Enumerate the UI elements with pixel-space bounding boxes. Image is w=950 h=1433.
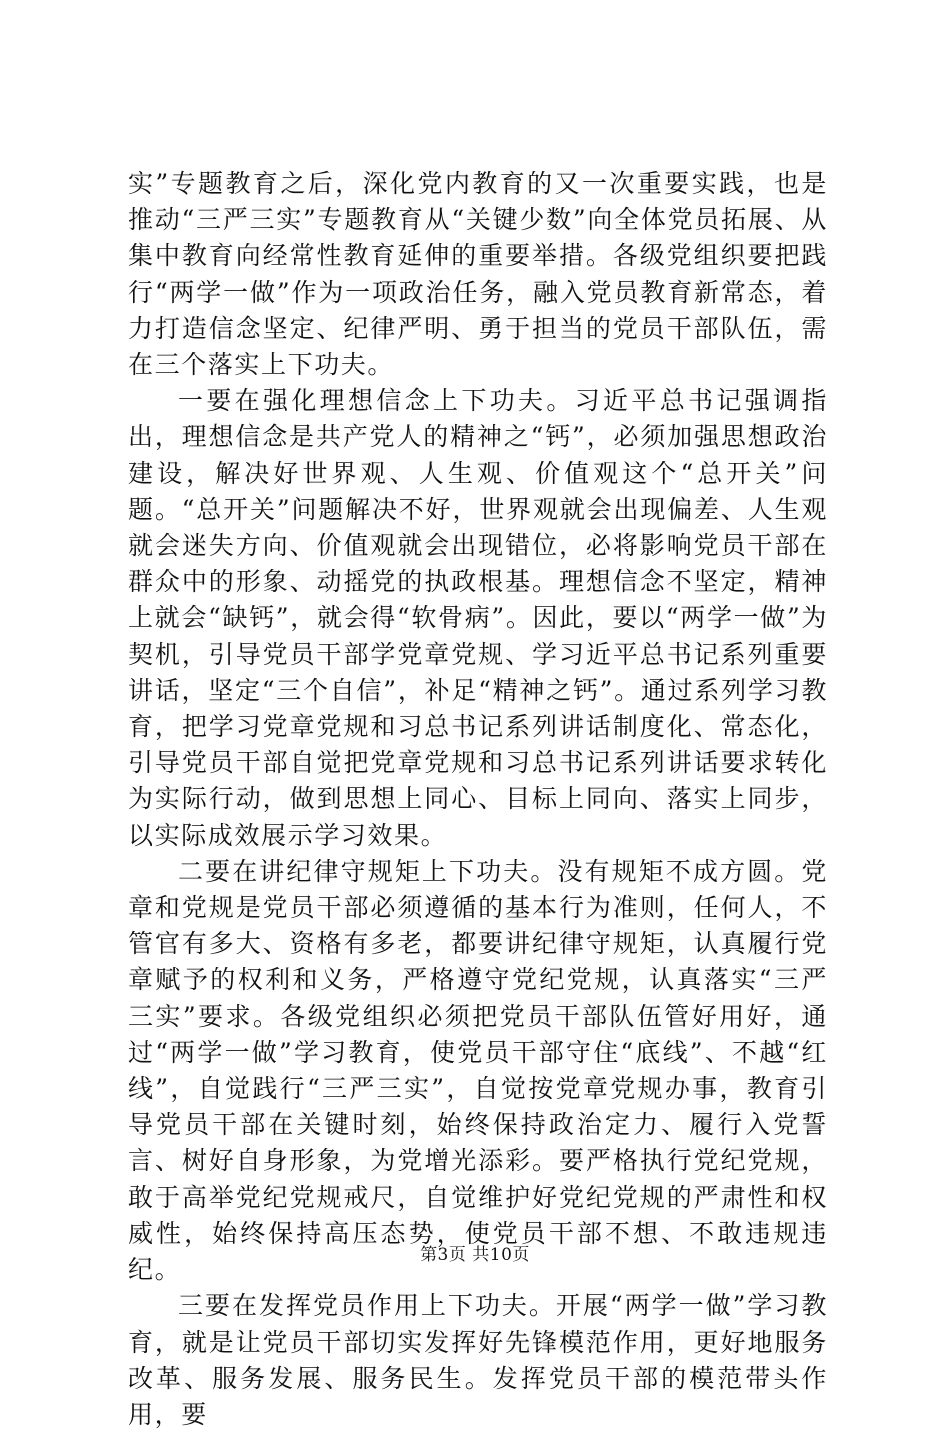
paragraph-intro-continuation: 实”专题教育之后，深化党内教育的又一次重要实践，也是推动“三严三实”专题教育从“关键少数”向全体党员拓展、从集中教育向经常性教育延伸的重要举措。各级党组织要把践行“两学一做”作为一项政治任务，融入党员教育新常态，着力打造信念坚定、纪律严明、勇于担当的党员干部队伍，需在三个落实上下功夫。 [128,169,828,380]
paragraph-party-member-role: 三要在发挥党员作用上下功夫。开展“两学一做”学习教育，就是让党员干部切实发挥好先锋模范作用，更好地服务改革、服务发展、服务民生。发挥党员干部的模范带头作用，要 [128,1291,828,1429]
page-number-footer: 第3页 共10页 [420,1245,530,1265]
paragraph-ideals-beliefs: 一要在强化理想信念上下功夫。习近平总书记强调指出，理想信念是共产党人的精神之“钙”，必须加强思想政治建设，解决好世界观、人生观、价值观这个“总开关”问题。“总开关”问题解决不好，世界观就会出现偏差、人生观就会迷失方向、价值观就会出现错位，必将影响党员干部在群众中的形象、动摇党的执政根基。理想信念不坚定，精神上就会“缺钙”，就会得“软骨病”。因此，要以“两学一做”为契机，引导党员干部学党章党规、学习近平总书记系列重要讲话，坚定“三个自信”，补足“精神之钙”。通过系列学习教育，把学习党章党规和习总书记系列讲话制度化、常态化，引导党员干部自觉把党章党规和习总书记系列讲话要求转化为实际行动，做到思想上同心、目标上同向、落实上同步，以实际成效展示学习效果。 [128,386,828,850]
paragraph-discipline-rules: 二要在讲纪律守规矩上下功夫。没有规矩不成方圆。党章和党规是党员干部必须遵循的基本行为准则，任何人，不管官有多大、资格有多老，都要讲纪律守规矩，认真履行党章赋予的权利和义务，严格遵守党纪党规，认真落实“三严三实”要求。各级党组织必须把党员干部队伍管好用好，通过“两学一做”学习教育，使党员干部守住“底线”、不越“红线”，自觉践行“三严三实”，自觉按党章党规办事，教育引导党员干部在关键时刻，始终保持政治定力、履行入党誓言、树好自身形象，为党增光添彩。要严格执行党纪党规，敢于高举党纪党规戒尺，自觉维护好党纪党规的严肃性和权威性，始终保持高压态势，使党员干部不想、不敢违规违纪。 [128,856,828,1285]
